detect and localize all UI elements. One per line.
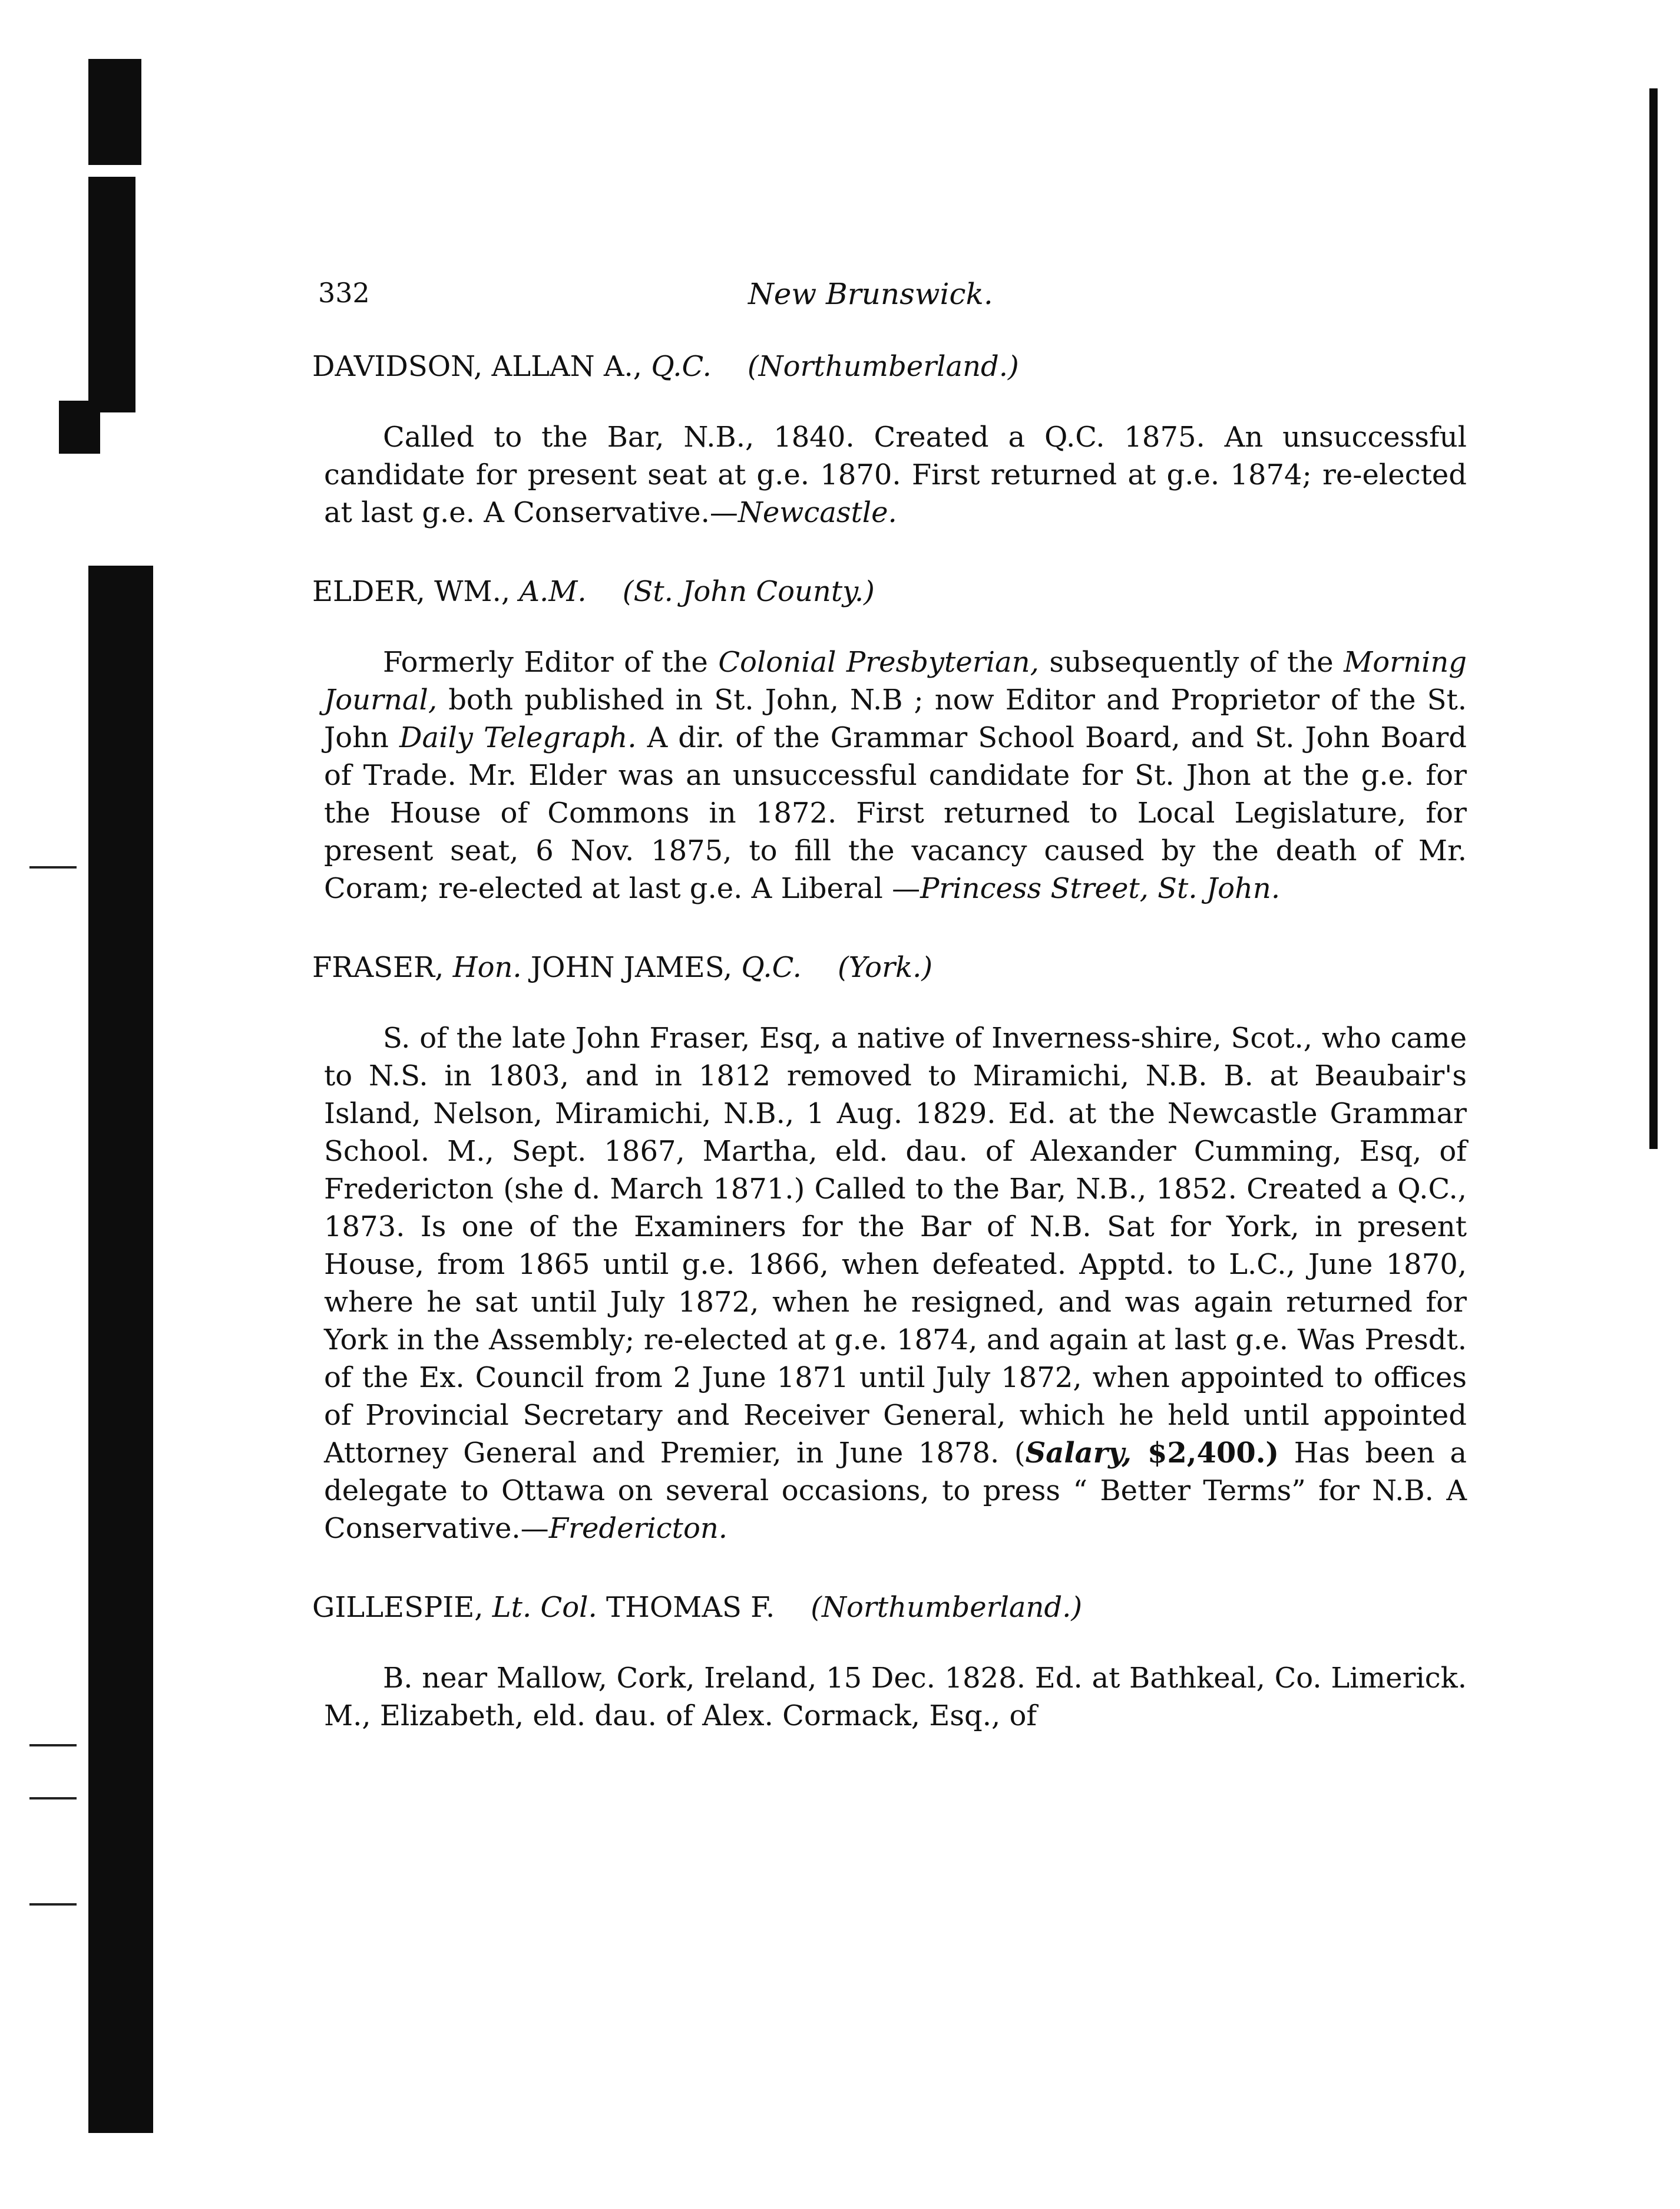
entry-heading xyxy=(312,573,1467,610)
member-constituency: (Northumberland.) xyxy=(747,350,1019,383)
entry-heading xyxy=(312,949,1467,986)
member-address: Princess Street, St. John. xyxy=(920,872,1281,905)
newspaper-title: Daily Telegraph. xyxy=(399,721,637,754)
member-address: Fredericton. xyxy=(548,1512,728,1545)
entry-body-text: B. near Mallow, Cork, Ireland, 15 Dec. 1828. Ed. at Bathkeal, Co. Limerick. M., Elizabeth, eld. dau. of Alex. Cormack, Esq., of xyxy=(324,1662,1467,1732)
entry-gillespie xyxy=(312,1589,1467,1735)
member-constituency: (York.) xyxy=(837,951,933,984)
newspaper-title: Colonial Presbyterian, xyxy=(718,646,1039,679)
member-given-name: JOHN JAMES, xyxy=(530,951,733,984)
member-constituency: (St. John County.) xyxy=(622,575,875,608)
running-head xyxy=(312,277,1467,324)
entry-davidson xyxy=(312,348,1467,531)
member-credential: A.M. xyxy=(519,575,587,608)
entry-body xyxy=(312,1019,1467,1547)
member-constituency: (Northumberland.) xyxy=(811,1591,1083,1624)
entry-fraser xyxy=(312,949,1467,1547)
member-given-name: THOMAS F. xyxy=(606,1591,775,1624)
entry-body xyxy=(312,643,1467,907)
entry-body xyxy=(312,1659,1467,1735)
salary-value: $2,400.) xyxy=(1132,1437,1279,1470)
running-title: New Brunswick. xyxy=(748,277,993,311)
entry-body-text: Has been a delegate to Ottawa on several occasions, to press “ Better Terms” for N.B. A Conservative.— xyxy=(324,1437,1467,1545)
member-credential: Q.C. xyxy=(741,951,802,984)
page-number: 332 xyxy=(318,277,370,309)
member-title: Hon. xyxy=(452,951,522,984)
entry-body-text: A dir. of the Grammar School Board, and St. John Board of Trade. Mr. Elder was an unsuccessful candidate for St. Jhon at the g.e. for the House of Commons in 1872. First returned to Local Legislature, for present seat, 6 Nov. 1875, to fill the vacancy caused by the death of Mr. Coram; re-elected at last g.e. A Liberal — xyxy=(324,721,1467,905)
member-address: Newcastle. xyxy=(738,496,897,529)
entry-body-text: both published in St. John, N.B ; now Editor and Proprietor of the St. John xyxy=(324,683,1467,754)
member-credential: Q.C. xyxy=(651,350,712,383)
member-name: DAVIDSON, ALLAN A., xyxy=(312,350,643,383)
entry-body-text: Called to the Bar, N.B., 1840. Created a Q.C. 1875. An unsuccessful candidate for present seat at g.e. 1870. First returned at g.e. 1874; re-elected at last g.e. A Conservative.— xyxy=(324,421,1467,529)
entry-body-text: Formerly Editor of the xyxy=(383,646,719,679)
newspaper-title: Morning Journal, xyxy=(324,646,1467,716)
member-name: ELDER, WM., xyxy=(312,575,511,608)
entry-elder xyxy=(312,573,1467,907)
entry-body xyxy=(312,418,1467,531)
entry-body-text: S. of the late John Fraser, Esq, a native of Inverness-shire, Scot., who came to N.S. in 1803, and in 1812 removed to Miramichi, N.B. B. at Beaubair's Island, Nelson, Miramichi, N.B., 1 Aug. 1829. Ed. at the Newcastle Grammar School. M., Sept. 1867, Martha, eld. dau. of Alexander Cumming, Esq, of Fredericton (she d. March 1871.) Called to the Bar, N.B., 1852. Created a Q.C., 1873. Is one of the Examiners for the Bar of N.B. Sat for York, in present House, from 1865 until g.e. 1866, when defeated. Apptd. to L.C., June 1870, where he sat until July 1872, when he resigned, and was again returned for York in the Assembly; re-elected at g.e. 1874, and again at last g.e. Was Presdt. of the Ex. Council from 2 June 1871 until July 1872, when appointed to offices of Provincial Secretary and Receiver General, which he held until appointed Attorney General and Premier, in June 1878. ( xyxy=(324,1022,1467,1470)
member-title: Lt. Col. xyxy=(492,1591,597,1624)
document-page xyxy=(312,277,1467,1776)
entry-heading xyxy=(312,348,1467,385)
entry-heading xyxy=(312,1589,1467,1626)
entry-body-text: subsequently of the xyxy=(1039,646,1344,679)
salary-label: Salary, xyxy=(1025,1437,1132,1470)
member-name: GILLESPIE, xyxy=(312,1591,484,1624)
member-name: FRASER, xyxy=(312,951,444,984)
